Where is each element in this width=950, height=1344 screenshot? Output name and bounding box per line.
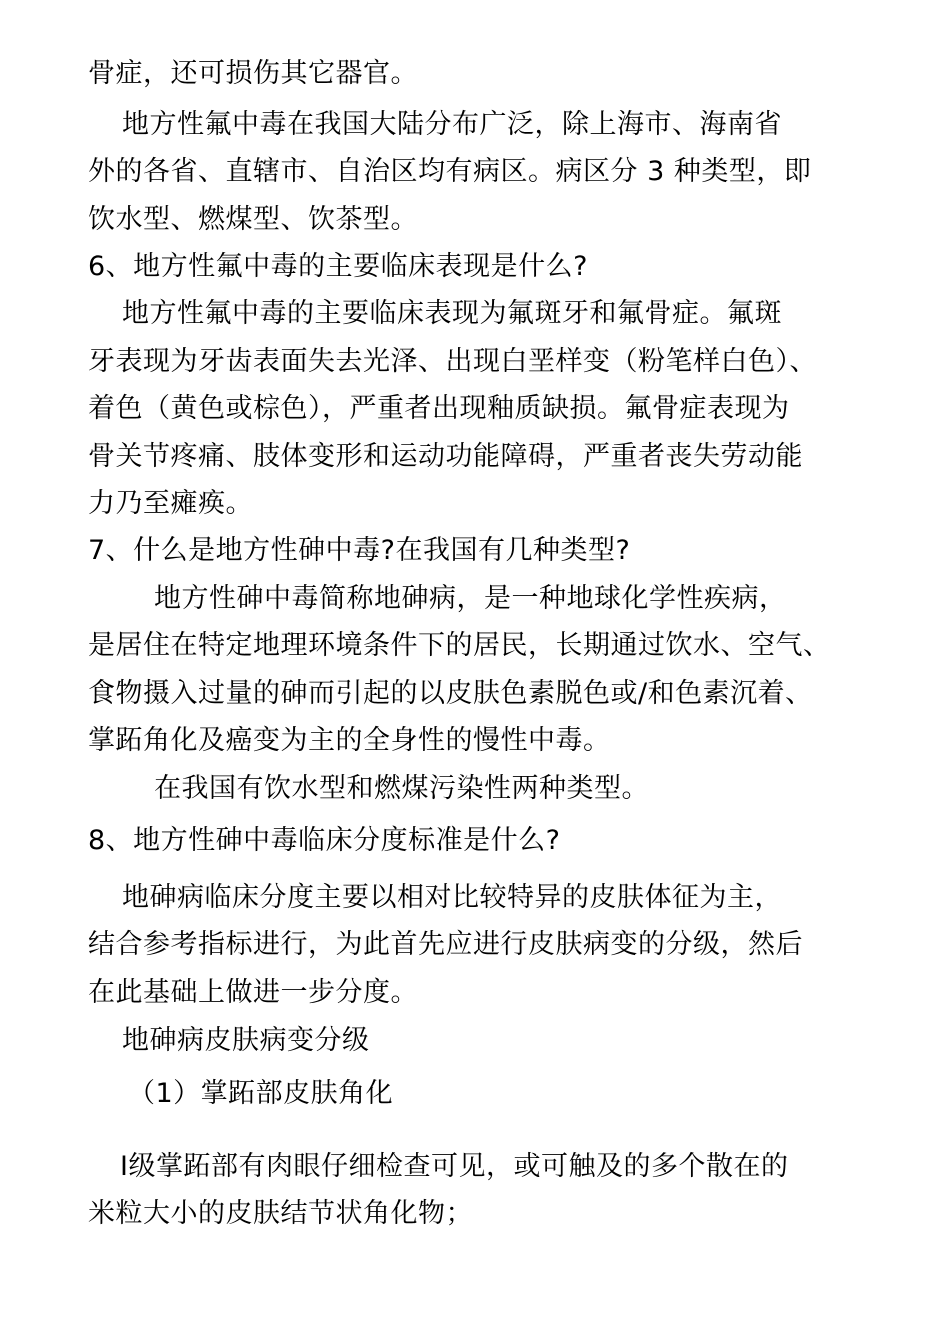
- text-line: 骨症，还可损伤其它器官。: [88, 58, 418, 89]
- question-heading: 8、地方性砷中毒临床分度标准是什么?: [88, 825, 561, 856]
- text-line: 地方性氟中毒在我国大陆分布广泛，除上海市、海南省: [122, 109, 782, 140]
- text-line: 在此基础上做进一步分度。: [88, 977, 418, 1008]
- text-line: 掌跖角化及癌变为主的全身性的慢性中毒。: [88, 725, 611, 756]
- text-line: 地方性砷中毒简称地砷病，是一种地球化学性疾病，: [154, 583, 787, 614]
- text-line: 饮水型、燃煤型、饮茶型。: [88, 204, 418, 235]
- section-subheading: 地砷病皮肤病变分级: [122, 1025, 370, 1056]
- text-line: 结合参考指标进行，为此首先应进行皮肤病变的分级，然后: [88, 929, 803, 960]
- text-line: 地方性氟中毒的主要临床表现为氟斑牙和氟骨症。氟斑: [122, 298, 782, 329]
- text-line: 着色（黄色或棕色），严重者出现釉质缺损。氟骨症表现为: [88, 393, 790, 424]
- text-line: 米粒大小的皮肤结节状角化物；: [88, 1198, 473, 1229]
- question-heading: 6、地方性氟中毒的主要临床表现是什么?: [88, 251, 589, 282]
- question-heading: 7、什么是地方性砷中毒?在我国有几种类型?: [88, 535, 631, 566]
- text-line: Ⅰ级掌跖部有肉眼仔细检查可见，或可触及的多个散在的: [120, 1151, 789, 1182]
- text-line: 骨关节疼痛、肢体变形和运动功能障碍，严重者丧失劳动能: [88, 441, 803, 472]
- text-line: 外的各省、直辖市、自治区均有病区。病区分 3 种类型，即: [88, 156, 812, 187]
- text-line: 是居住在特定地理环境条件下的居民，长期通过饮水、空气、: [88, 630, 831, 661]
- text-line: 食物摄入过量的砷而引起的以皮肤色素脱色或/和色素沉着、: [88, 678, 813, 709]
- text-line: 牙表现为牙齿表面失去光泽、出现白垩样变（粉笔样白色）、: [88, 346, 817, 377]
- text-line: 力乃至瘫痪。: [88, 488, 253, 519]
- text-line: 在我国有饮水型和燃煤污染性两种类型。: [154, 773, 649, 804]
- text-line: 地砷病临床分度主要以相对比较特异的皮肤体征为主，: [122, 882, 782, 913]
- list-item-heading: （1）掌跖部皮肤角化: [128, 1078, 394, 1109]
